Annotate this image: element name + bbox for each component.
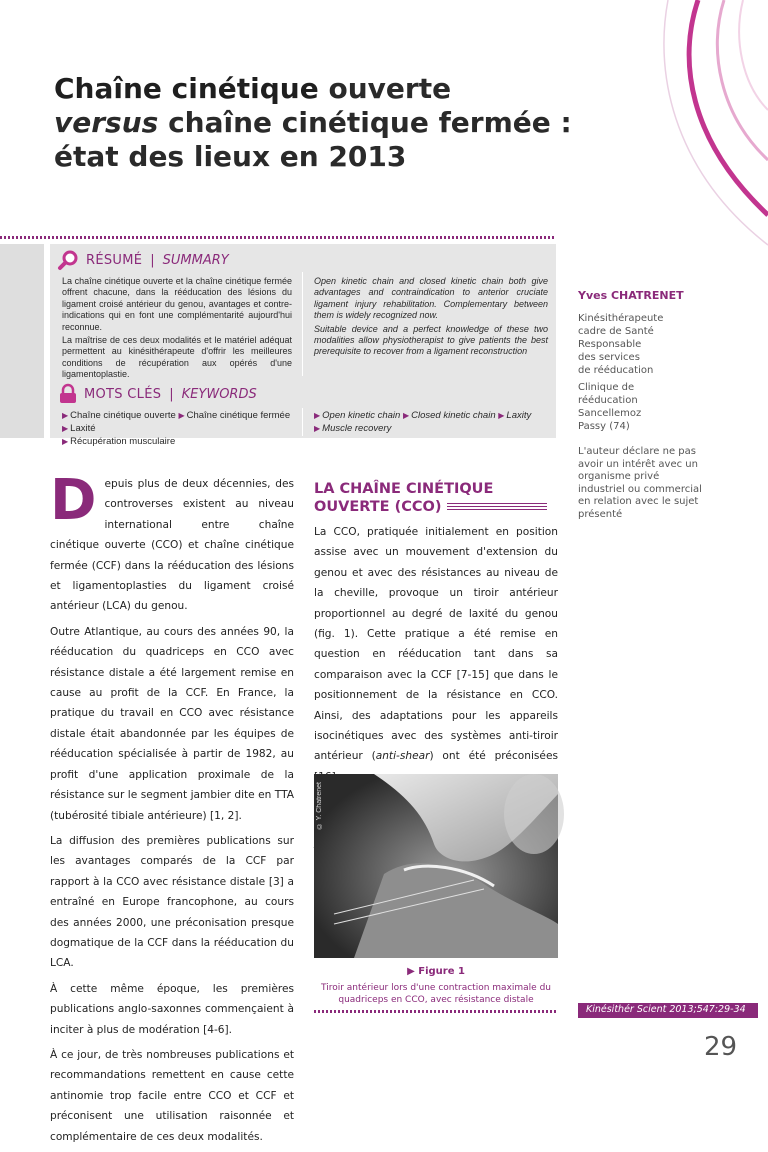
author-line: Clinique de [578, 382, 635, 393]
keywords-fr: ▶ Chaîne cinétique ouverte ▶ Chaîne cinétique fermée ▶ Laxité ▶ Récupération musculaire [62, 410, 291, 447]
article-title [54, 72, 614, 174]
keywords-label-fr: MOTS CLÉS [84, 386, 162, 402]
section-heading [314, 480, 558, 516]
heading-rule [447, 503, 547, 511]
dotted-divider [0, 236, 556, 239]
journal-citation: Kinésithér Scient 2013;547:29-34 [578, 1003, 758, 1018]
author-line: Responsable [578, 339, 642, 350]
author-line: Passy (74) [578, 421, 630, 432]
body-paragraph: À cette même époque, les premières publications anglo-saxonnes commençaient à inciter à plus de modération [4-6]. [50, 982, 294, 1036]
keyword: Chaîne cinétique fermée [186, 410, 291, 421]
figure-caption: Tiroir antérieur lors d'une contraction maximale du quadriceps en CCO, avec résistance distale [321, 983, 551, 1005]
title-part: ouverte [318, 72, 452, 105]
keyword: Laxity [506, 410, 532, 421]
summary-fr-paragraph: La maîtrise de ces deux modalités et le matériel adéquat permettent au kinésithérapeute d'offrir les meilleures conditions de récupération aux opérés d'une ligamentoplastie. [62, 335, 292, 380]
summary-label-en: SUMMARY [162, 252, 229, 268]
author-line: des services [578, 352, 640, 363]
summary-en [314, 276, 548, 360]
separator: | [150, 252, 155, 268]
body-paragraph: La CCO, pratiquée initialement en position assise avec un mouvement d'extension du genou et avec des résistances au niveau de la cheville, provoque un tiroir antérieur proportionnel au degré de laxité du genou (fig. 1). Cette pratique a été remise en question en rééducation tant dans sa comparaison avec la CCF [7-15] que dans le positionnement de la résistance en CCO. Ainsi, des adaptations pour les appareils isocinétiques avec des systèmes anti-tiroir antérieur ( [314, 526, 558, 763]
keyword: Chaîne cinétique ouverte [70, 410, 176, 421]
body-paragraph: Outre Atlantique, au cours des années 90, la rééducation du quadriceps en CCO avec résistance distale a été largement remise en cause au profit de la CCF. En France, la pratique du travail en CCO avec résistance distale était abandonnée par les équipes de rééducation spécialisée à partir de 1982, au profit d'une application proximale de la résistance sur le segment jambier dite en TTA (tubérosité tibiale antérieure) [1, 2]. [50, 625, 294, 822]
summary-en-paragraph: Open kinetic chain and closed kinetic chain both give advantages and contraindication to anterior cruciate ligament injury rehabilitation. Complementary between them is widely recognized now. [314, 276, 548, 321]
summary-heading [58, 250, 229, 270]
keyword: Laxité [70, 423, 96, 434]
summary-fr-paragraph: La chaîne cinétique ouverte et la chaîne cinétique fermée offrent chacune, dans la rééducation des lésions du ligament croisé antérieur du genou, avantages et contre-indications qui en font une complémentarité aujourd'hui reconnue. [62, 276, 292, 332]
body-left-column [50, 468, 294, 1152]
author-name: Yves CHATRENET [578, 289, 684, 302]
author-line: cadre de Santé [578, 326, 654, 337]
title-italic: versus [54, 106, 159, 139]
summary-side-stripe [0, 244, 44, 438]
author-line: rééducation [578, 395, 638, 406]
column-separator [302, 408, 303, 436]
keywords-heading [58, 384, 257, 404]
summary-fr [62, 276, 292, 383]
summary-label-fr: RÉSUMÉ [86, 252, 143, 268]
figure-label: ▶ Figure 1 [407, 966, 465, 977]
body-paragraph: ) ont été préconisées [429, 750, 558, 763]
keywords-label-en: KEYWORDS [181, 386, 257, 402]
dropcap: D [50, 468, 97, 533]
body-paragraph: À ce jour, de très nombreuses publications et recommandations remettent en cause cette antinomie trop facile entre CCO et CCF et préconisent une utilisation raisonnée et complémentaire de ces deux modalités. [50, 1048, 294, 1143]
title-bold: Chaîne cinétique [54, 72, 319, 105]
keyword: Muscle recovery [322, 423, 392, 434]
summary-en-paragraph: Suitable device and a perfect knowledge of these two modalities allow physiotherapist to give patients the best prerequisite to recover from a ligament reconstruction [314, 323, 548, 357]
author-line: Kinésithérapeute [578, 313, 664, 324]
xray-knee-image [314, 774, 558, 958]
author-line: de rééducation [578, 365, 654, 376]
keyword: Récupération musculaire [70, 436, 176, 447]
lock-icon [58, 384, 78, 404]
body-italic: anti-shear [375, 750, 430, 763]
keyword: Open kinetic chain [322, 410, 401, 421]
author-affiliation [578, 312, 708, 433]
body-paragraph: La diffusion des premières publications sur les avantages comparés de la CCF par rapport à la CCO avec résistance distale [3] a entraîné en Europe francophone, au cours des années 2000, une préconisation presque dogmatique de la CCF dans la rééducation du LCA. [50, 834, 294, 970]
title-part: chaîne cinétique fermée : [158, 106, 572, 139]
body-paragraph: epuis plus de deux décennies, des controverses existent au niveau international entre chaîne cinétique ouverte (CCO) et chaîne cinétique fermée (CCF) dans la rééducation des lésions et ligamentoplasties du ligament croisé antérieur (LCA) du genou. [50, 478, 294, 613]
keywords-en: ▶ Open kinetic chain ▶ Closed kinetic chain ▶ Laxity ▶ Muscle recovery [314, 410, 532, 434]
author-line: Sancellemoz [578, 408, 642, 419]
photo-credit: © Y. Chatrenet [316, 782, 323, 830]
keyword: Closed kinetic chain [411, 410, 496, 421]
conflict-statement: L'auteur déclare ne pas avoir un intérêt avec un organisme privé industriel ou commercial en relation avec le sujet présenté [578, 446, 702, 520]
magnifier-icon [58, 250, 80, 270]
dotted-divider [314, 1010, 558, 1013]
section-heading-text: LA CHAÎNE CINÉTIQUE OUVERTE (CCO) [314, 481, 494, 515]
column-separator [302, 272, 303, 376]
page-number: 29 [704, 1032, 738, 1062]
separator: | [169, 386, 174, 402]
title-line: état des lieux en 2013 [54, 140, 407, 173]
figure-image [314, 774, 558, 958]
